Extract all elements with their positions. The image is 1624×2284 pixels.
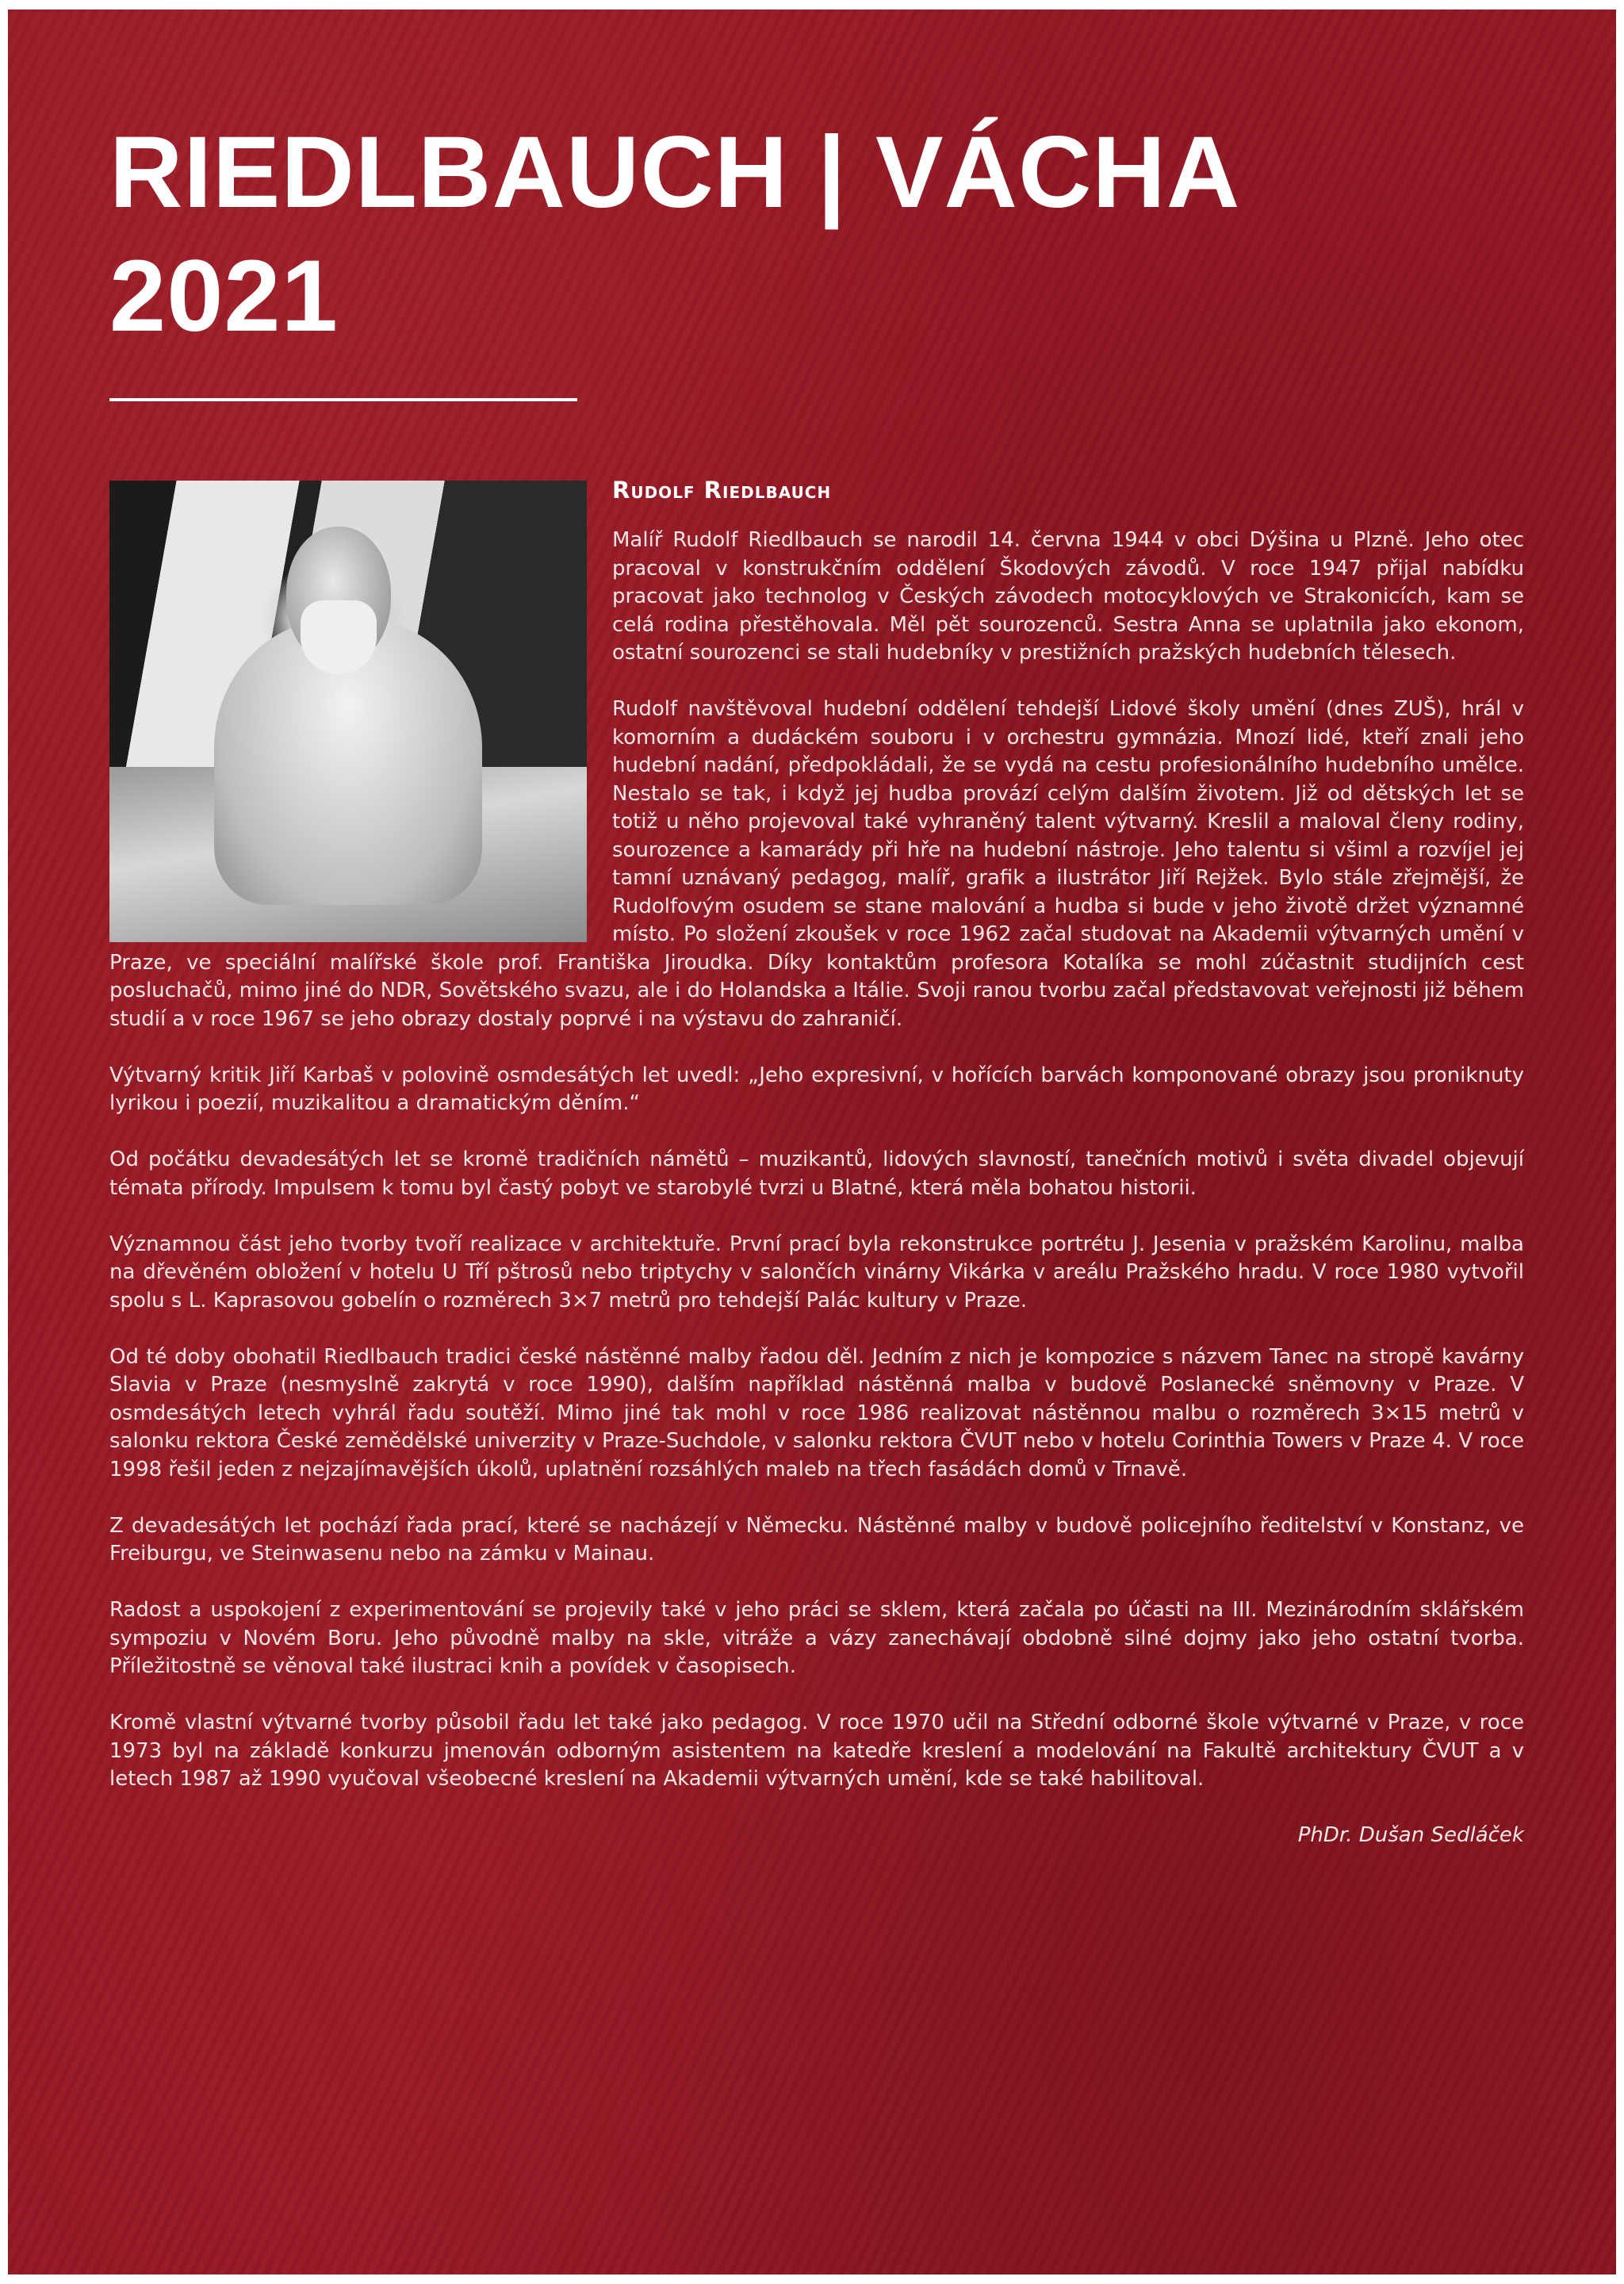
paragraph-3: Výtvarný kritik Jiří Karbaš v polovině osmdesátých let uvedl: „Jeho expresivní, v hořících barvách komponované obrazy jsou proniknuty lyrikou i poezií, muzikalitou a dramatickým děním.“ (109, 1063, 1524, 1115)
article-body (109, 476, 1524, 1850)
paragraph-7: Z devadesátých let pochází řada prací, které se nacházejí v Německu. Nástěnné malby v budově policejního ředitelství v Konstanz, ve Freiburgu, ve Steinwasenu nebo na zámku v Mainau. (109, 1513, 1524, 1565)
paragraph-4: Od počátku devadesátých let se kromě tradičních námětů – muzikantů, lidových slavností, tanečních motivů i světa divadel objevují témata přírody. Impulsem k tomu byl častý pobyt ve starobylé tvrzi u Blatné, která měla bohatou historii. (109, 1148, 1524, 1200)
title-line-1: RIEDLBAUCH | VÁCHA (109, 116, 1241, 229)
article-heading: Rudolf Riedlbauch (612, 477, 832, 504)
title-line-2: 2021 (109, 240, 339, 353)
paragraph-1: Malíř Rudolf Riedlbauch se narodil 14. června 1944 v obci Dýšina u Plzně. Jeho otec pracoval v konstrukčním oddělení Škodových závodů. V roce 1947 přijal nabídku pracovat jako technolog v Českých závodech motocyklových ve Strakonicích, kam se celá rodina přestěhovala. Měl pět sourozenců. Sestra Anna se uplatnila jako ekonom, ostatní sourozenci se stali hudebníky v prestižních pražských hudebních tělesech. (612, 528, 1524, 665)
title-divider (109, 398, 577, 401)
paragraph-6: Od té doby obohatil Riedlbauch tradici české nástěnné malby řadou děl. Jedním z nich je kompozice s názvem Tanec na stropě kavárny Slavia v Praze (nesmyslně zakrytá v roce 1990), dalším například nástěnná malba v budově Poslanecké sněmovny v Praze. V osmdesátých letech vyhrál řadu soutěží. Mimo jiné tak mohl v roce 1986 realizovat nástěnnou malbu o rozměrech 3×15 metrů v salonku rektora České zemědělské univerzity v Praze-Suchdole, v salonku rektora ČVUT nebo v hotelu Corinthia Towers v Praze 4. V roce 1998 řešil jeden z nejzajímavějších úkolů, uplatnění rozsáhlých maleb na třech fasádách domů v Trnavě. (109, 1344, 1524, 1481)
photo-beard (301, 600, 377, 674)
poster-page (8, 10, 1616, 2274)
poster-title (109, 111, 1240, 358)
author-signature: PhDr. Dušan Sedláček (1297, 1823, 1524, 1847)
paragraph-5: Významnou část jeho tvorby tvoří realizace v architektuře. První prací byla rekonstrukce portrétu J. Jesenia v pražském Karolinu, malba na dřevěném obložení v hotelu U Tří pštrosů nebo triptychy v salončích vinárny Vikárka v areálu Pražského hradu. V roce 1980 vytvořil spolu s L. Kaprasovou gobelín o rozměrech 3×7 metrů pro tehdejší Palác kultury v Praze. (109, 1232, 1524, 1313)
portrait-photo (109, 481, 587, 942)
paragraph-2: Rudolf navštěvoval hudební oddělení tehdejší Lidové školy umění (dnes ZUŠ), hrál v komorním a dudáckém souboru i v orchestru gymnázia. Mnozí lidé, kteří znali jeho hudební nadání, předpokládali, že se vydá na cestu profesionálního hudebního umělce. Nestalo se tak, i když jej hudba provází celým dalším životem. Již od dětských let se totiž u něho projevoval také vyhraněný talent výtvarný. Kreslil a maloval členy rodiny, sourozence a kamarády při hře na hudební nástroje. Jeho talentu si všiml a rozvíjel jej tamní uznávaný pedagog, malíř, grafik a ilustrátor Jiří Rejžek. Bylo stále zřejmější, že Rudolfovým osudem se stane malování a hudba si bude v jeho životě držet významné místo. Po složení zkoušek v roce 1962 začal studovat na Akademii výtvarných umění v Praze, ve speciální malířské škole prof. Františka Jiroudka. Díky kontaktům profesora Kotalíka se mohl zúčastnit studijních cest posluchačů, mimo jiné do NDR, Sovětského svazu, ale i do Holandska a Itálie. Svoji ranou tvorbu začal představovat veřejnosti již během studií a v roce 1967 se jeho obrazy dostaly poprvé i na výstavu do zahraničí. (109, 697, 1524, 1031)
paragraph-8: Radost a uspokojení z experimentování se projevily také v jeho práci se sklem, která začala po účasti na III. Mezinárodním sklářském sympoziu v Novém Boru. Jeho původně malby na skle, vitráže a vázy zanechávají obdobně silné dojmy jako jeho ostatní tvorba. Příležitostně se věnoval také ilustraci knih a povídek v časopisech. (109, 1598, 1524, 1678)
paragraph-9: Kromě vlastní výtvarné tvorby působil řadu let také jako pedagog. V roce 1970 učil na Střední odborné škole výtvarné v Praze, v roce 1973 byl na základě konkurzu jmenován odborným asistentem na katedře kreslení a modelování na Fakultě architektury ČVUT a v letech 1987 až 1990 vyučoval všeobecné kreslení na Akademii výtvarných umění, kde se také habilitoval. (109, 1711, 1524, 1791)
